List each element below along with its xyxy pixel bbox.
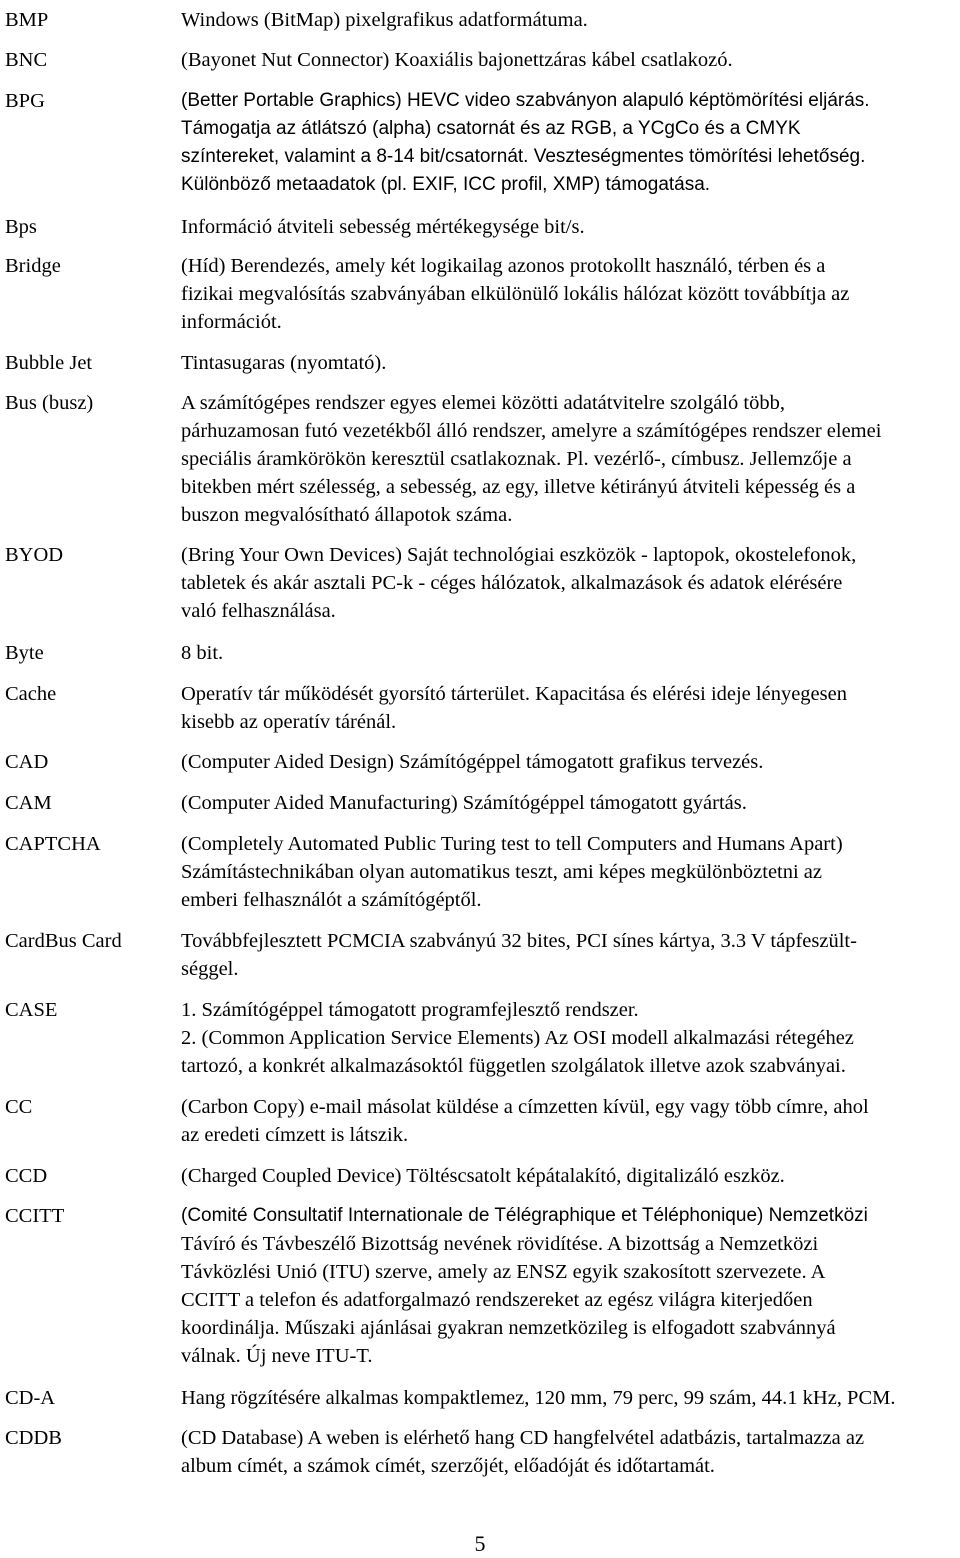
entry-definition	[181, 1424, 956, 1480]
definition-line: az eredeti címzett is látszik.	[181, 1124, 409, 1146]
definition-line: Támogatja az átlátszó (alpha) csatornát és az RGB, a YCgCo és a CMYK	[181, 118, 801, 139]
entry-term: CDDB	[5, 1427, 62, 1449]
definition-line: speciális áramkörökön keresztül csatlakoznak. Pl. vezérlő-, címbusz. Jellemzője a	[181, 448, 852, 470]
entry-term: CC	[5, 1096, 33, 1118]
definition-line: tartozó, a konkrét alkalmazásoktól független szolgálatok illetve azok szabványai.	[181, 1055, 846, 1077]
definition-line: CCITT a telefon és adatforgalmazó rendszereket az egész világra kiterjedően	[181, 1289, 813, 1311]
entry-term: BMP	[5, 9, 49, 31]
definition-line: párhuzamosan futó vezetékből álló rendszer, amelyre a számítógépes rendszer elemei	[181, 420, 882, 442]
entry-definition	[181, 748, 956, 776]
entry-term: CAM	[5, 792, 52, 814]
entry-term: CASE	[5, 999, 58, 1021]
definition-line: színtereket, valamint a 8-14 bit/csatornát. Veszteségmentes tömörítési lehetőség.	[181, 146, 866, 167]
entry-definition	[181, 789, 956, 817]
definition-line: séggel.	[181, 958, 239, 980]
entry-definition	[181, 1384, 956, 1412]
definition-line: Különböző metaadatok (pl. EXIF, ICC profil, XMP) támogatása.	[181, 174, 711, 195]
entry-definition	[181, 389, 956, 529]
definition-line: (Computer Aided Manufacturing) Számítógéppel támogatott gyártás.	[181, 792, 747, 814]
entry-term: Byte	[5, 642, 44, 664]
entry-term: CAD	[5, 751, 49, 773]
definition-line: válnak. Új neve ITU-T.	[181, 1345, 373, 1367]
entry-definition	[181, 996, 956, 1080]
entry-term: CD-A	[5, 1387, 56, 1409]
entry-definition	[181, 830, 956, 914]
definition-line: (Comité Consultatif Internationale de Télégraphique et Téléphonique) Nemzetközi	[181, 1205, 868, 1226]
definition-line: (Completely Automated Public Turing test to tell Computers and Humans Apart)	[181, 833, 843, 855]
definition-line: bitekben mért szélesség, a sebesség, az egy, illetve kétirányú átviteli képesség és a	[181, 476, 856, 498]
entry-term: Cache	[5, 683, 57, 705]
definition-line: (Better Portable Graphics) HEVC video szabványon alapuló képtömörítési eljárás.	[181, 90, 870, 111]
definition-line: információt.	[181, 311, 282, 333]
definition-line: Távíró és Távbeszélő Bizottság nevének rövidítése. A bizottság a Nemzetközi	[181, 1233, 819, 1255]
definition-line: koordinálja. Műszaki ajánlásai gyakran nemzetközileg is elfogadott szabvánnyá	[181, 1317, 836, 1339]
entry-term: Bus (busz)	[5, 392, 94, 414]
definition-line: buszon megvalósítható állapotok száma.	[181, 504, 513, 526]
entry-definition	[181, 6, 956, 34]
definition-line: Távközlési Unió (ITU) szerve, amely az ENSZ egyik szakosított szervezete. A	[181, 1261, 826, 1283]
definition-line: Információ átviteli sebesség mértékegysége bit/s.	[181, 216, 585, 238]
definition-line: Számítástechnikában olyan automatikus teszt, ami képes megkülönböztetni az	[181, 861, 823, 883]
entry-definition	[181, 639, 956, 667]
entry-definition	[181, 680, 956, 736]
entry-term: CAPTCHA	[5, 833, 101, 855]
definition-line: (Computer Aided Design) Számítógéppel támogatott grafikus tervezés.	[181, 751, 764, 773]
definition-line: Operatív tár működését gyorsító tárterület. Kapacitása és elérési ideje lényegesen	[181, 683, 847, 705]
definition-line: 8 bit.	[181, 642, 224, 664]
definition-line: tabletek és akár asztali PC-k - céges hálózatok, alkalmazások és adatok elérésére	[181, 572, 843, 594]
entry-term: Bubble Jet	[5, 352, 93, 374]
definition-line: 2. (Common Application Service Elements) Az OSI modell alkalmazási rétegéhez	[181, 1027, 854, 1049]
entry-term: Bridge	[5, 255, 61, 277]
entry-definition	[181, 1162, 956, 1190]
definition-line: 1. Számítógéppel támogatott programfejlesztő rendszer.	[181, 999, 639, 1021]
entry-definition	[181, 252, 956, 336]
entry-definition	[181, 1202, 956, 1370]
definition-line: (Bayonet Nut Connector) Koaxiális bajonettzáras kábel csatlakozó.	[181, 49, 733, 71]
entry-definition	[181, 213, 956, 241]
entry-term: CCITT	[5, 1205, 65, 1227]
definition-line: (Charged Coupled Device) Töltéscsatolt képátalakító, digitalizáló eszköz.	[181, 1165, 785, 1187]
definition-line: emberi felhasználót a számítógéptől.	[181, 889, 482, 911]
entry-term: Bps	[5, 216, 37, 238]
entry-term: CCD	[5, 1165, 48, 1187]
definition-line: Továbbfejlesztett PCMCIA szabványú 32 bites, PCI sínes kártya, 3.3 V tápfeszült-	[181, 930, 857, 952]
definition-line: (CD Database) A weben is elérhető hang CD hangfelvétel adatbázis, tartalmazza az	[181, 1427, 865, 1449]
entry-definition	[181, 1093, 956, 1149]
definition-line: album címét, a számok címét, szerzőjét, előadóját és időtartamát.	[181, 1455, 715, 1477]
entry-definition	[181, 927, 956, 983]
entry-definition	[181, 87, 956, 199]
entry-term: CardBus Card	[5, 930, 122, 952]
entry-definition	[181, 46, 956, 74]
definition-line: (Carbon Copy) e-mail másolat küldése a címzetten kívül, egy vagy több címre, ahol	[181, 1096, 869, 1118]
definition-line: való felhasználása.	[181, 600, 336, 622]
definition-line: Windows (BitMap) pixelgrafikus adatformátuma.	[181, 9, 588, 31]
definition-line: Hang rögzítésére alkalmas kompaktlemez, 120 mm, 79 perc, 99 szám, 44.1 kHz, PCM.	[181, 1387, 896, 1409]
definition-line: fizikai megvalósítás szabványában elkülönülő lokális hálózat között továbbítja az	[181, 283, 850, 305]
page-number: 5	[474, 1531, 486, 1556]
entry-term: BNC	[5, 49, 48, 71]
entry-definition	[181, 349, 956, 377]
definition-line: (Híd) Berendezés, amely két logikailag azonos protokollt használó, térben és a	[181, 255, 826, 277]
definition-line: kisebb az operatív tárénál.	[181, 711, 397, 733]
definition-line: (Bring Your Own Devices) Saját technológiai eszközök - laptopok, okostelefonok,	[181, 544, 857, 566]
entry-definition	[181, 541, 956, 625]
entry-term: BYOD	[5, 544, 64, 566]
entry-term: BPG	[5, 90, 45, 112]
definition-line: Tintasugaras (nyomtató).	[181, 352, 387, 374]
definition-line: A számítógépes rendszer egyes elemei közötti adatátvitelre szolgáló több,	[181, 392, 785, 414]
